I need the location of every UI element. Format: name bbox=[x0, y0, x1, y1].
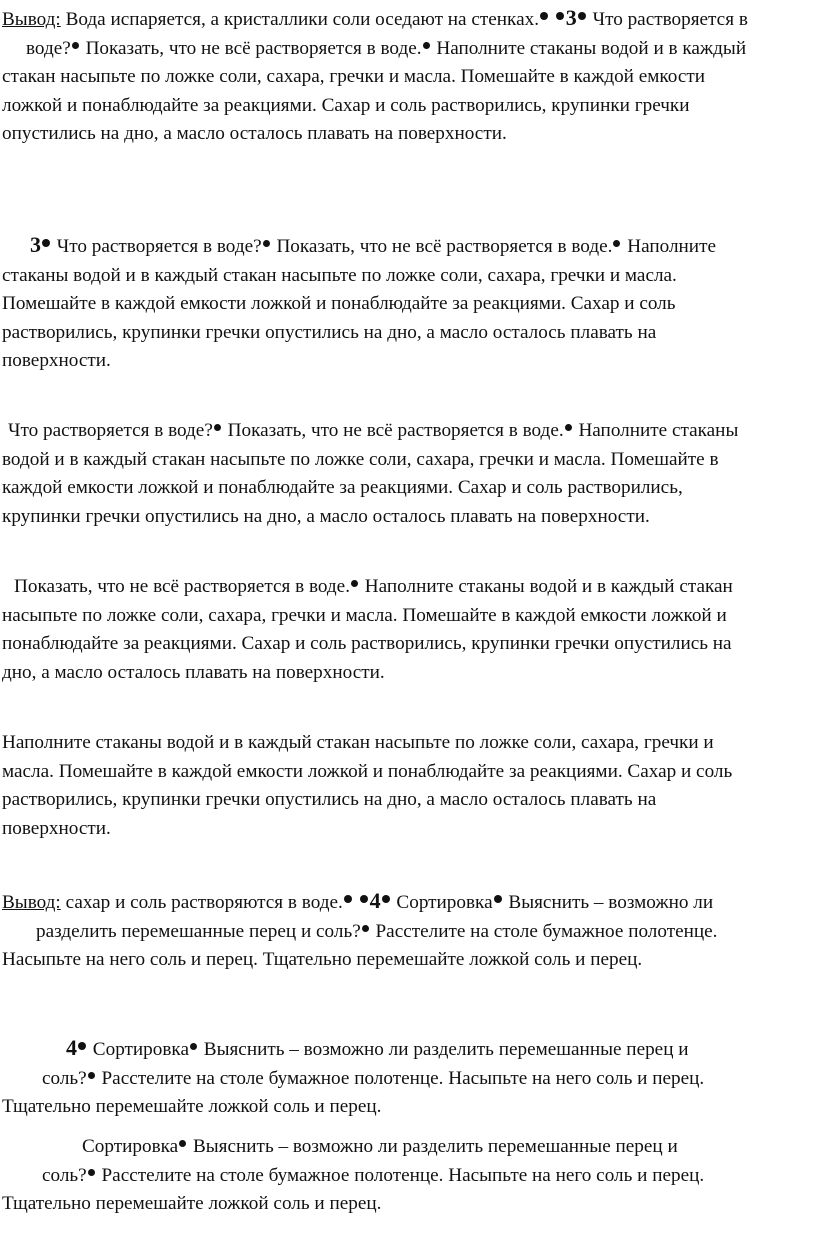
bullet-icon bbox=[88, 1072, 95, 1079]
bullet-icon bbox=[494, 895, 502, 903]
paragraph-conclusion-2: Вывод: сахар и соль растворяются в воде. 4 Сортировка Выяснить – возможно ли разделить перемешанные перец и соль? Расстелите на столе бумажное полотенце. Насыпьте на него соль и перец. Тщательно перемешайте ложкой соль и перец. bbox=[2, 888, 718, 970]
bullet-icon bbox=[556, 12, 564, 20]
bullet-icon bbox=[190, 1043, 197, 1050]
bullet-icon bbox=[179, 1140, 186, 1147]
bullet-icon bbox=[214, 424, 221, 431]
section-number: 3 bbox=[565, 5, 577, 30]
bullet-icon bbox=[540, 12, 548, 20]
paragraph-item-4-a: 4 Сортировка Выяснить – возможно ли разделить перемешанные перец и соль? Расстелите на столе бумажное полотенце. Насыпьте на него соль и перец. Тщательно перемешайте ложкой соль и перец. bbox=[2, 1035, 705, 1117]
section-number: 4 bbox=[66, 1035, 77, 1060]
bullet-icon bbox=[382, 895, 390, 903]
bullet-icon bbox=[88, 1169, 95, 1176]
paragraph-item-4-b: Сортировка Выяснить – возможно ли разделить перемешанные перец и соль? Расстелите на столе бумажное полотенце. Насыпьте на него соль и перец. Тщательно перемешайте ложкой соль и перец. bbox=[2, 1136, 705, 1214]
paragraph-item-3-a: 3 Что растворяется в воде? Показать, что не всё растворяется в воде. Наполните стаканы водой и в каждый стакан насыпьте по ложке соли, сахара, гречки и масла. Помешайте в каждой емкости ложкой и понаблюдайте за реакциями. Сахар и соль растворились, крупинки гречки опустились на дно, а масло осталось плавать на поверхности. bbox=[2, 232, 716, 371]
bullet-icon bbox=[362, 925, 369, 932]
conclusion-label: Вывод: bbox=[2, 892, 61, 913]
bullet-icon bbox=[578, 12, 586, 20]
section-number: 4 bbox=[369, 888, 381, 913]
bullet-icon bbox=[344, 895, 352, 903]
bullet-icon bbox=[613, 240, 620, 247]
bullet-icon bbox=[360, 895, 368, 903]
section-number: 3 bbox=[30, 232, 41, 257]
bullet-icon bbox=[423, 42, 430, 49]
conclusion-label: Вывод: bbox=[2, 9, 61, 30]
bullet-icon bbox=[263, 240, 270, 247]
bullet-icon bbox=[351, 580, 358, 587]
bullet-icon bbox=[565, 424, 572, 431]
paragraph-item-3-d: Наполните стаканы водой и в каждый стакан насыпьте по ложке соли, сахара, гречки и масла. Помешайте в каждой емкости ложкой и понаблюдайте за реакциями. Сахар и соль растворились, крупинки гречки опустились на дно, а масло осталось плавать на поверхности. bbox=[2, 732, 733, 839]
bullet-icon bbox=[42, 239, 50, 247]
bullet-icon bbox=[78, 1042, 86, 1050]
bullet-icon bbox=[72, 42, 79, 49]
paragraph-item-3-c: Показать, что не всё растворяется в воде. Наполните стаканы водой и в каждый стакан насыпьте по ложке соли, сахара, гречки и масла. Помешайте в каждой емкости ложкой и понаблюдайте за реакциями. Сахар и соль растворились, крупинки гречки опустились на дно, а масло осталось плавать на поверхности. bbox=[2, 576, 733, 683]
paragraph-conclusion-1: Вывод: Вода испаряется, а кристаллики соли оседают на стенках. 3 Что растворяется в воде? Показать, что не всё растворяется в воде. Наполните стаканы водой и в каждый стакан насыпьте по ложке соли, сахара, гречки и масла. Помешайте в каждой емкости ложкой и понаблюдайте за реакциями. Сахар и соль растворились, крупинки гречки опустились на дно, а масло осталось плавать на поверхности. bbox=[2, 5, 748, 144]
paragraph-item-3-b: Что растворяется в воде? Показать, что не всё растворяется в воде. Наполните стаканы водой и в каждый стакан насыпьте по ложке соли, сахара, гречки и масла. Помешайте в каждой емкости ложкой и понаблюдайте за реакциями. Сахар и соль растворились, крупинки гречки опустились на дно, а масло осталось плавать на поверхности. bbox=[2, 420, 739, 527]
